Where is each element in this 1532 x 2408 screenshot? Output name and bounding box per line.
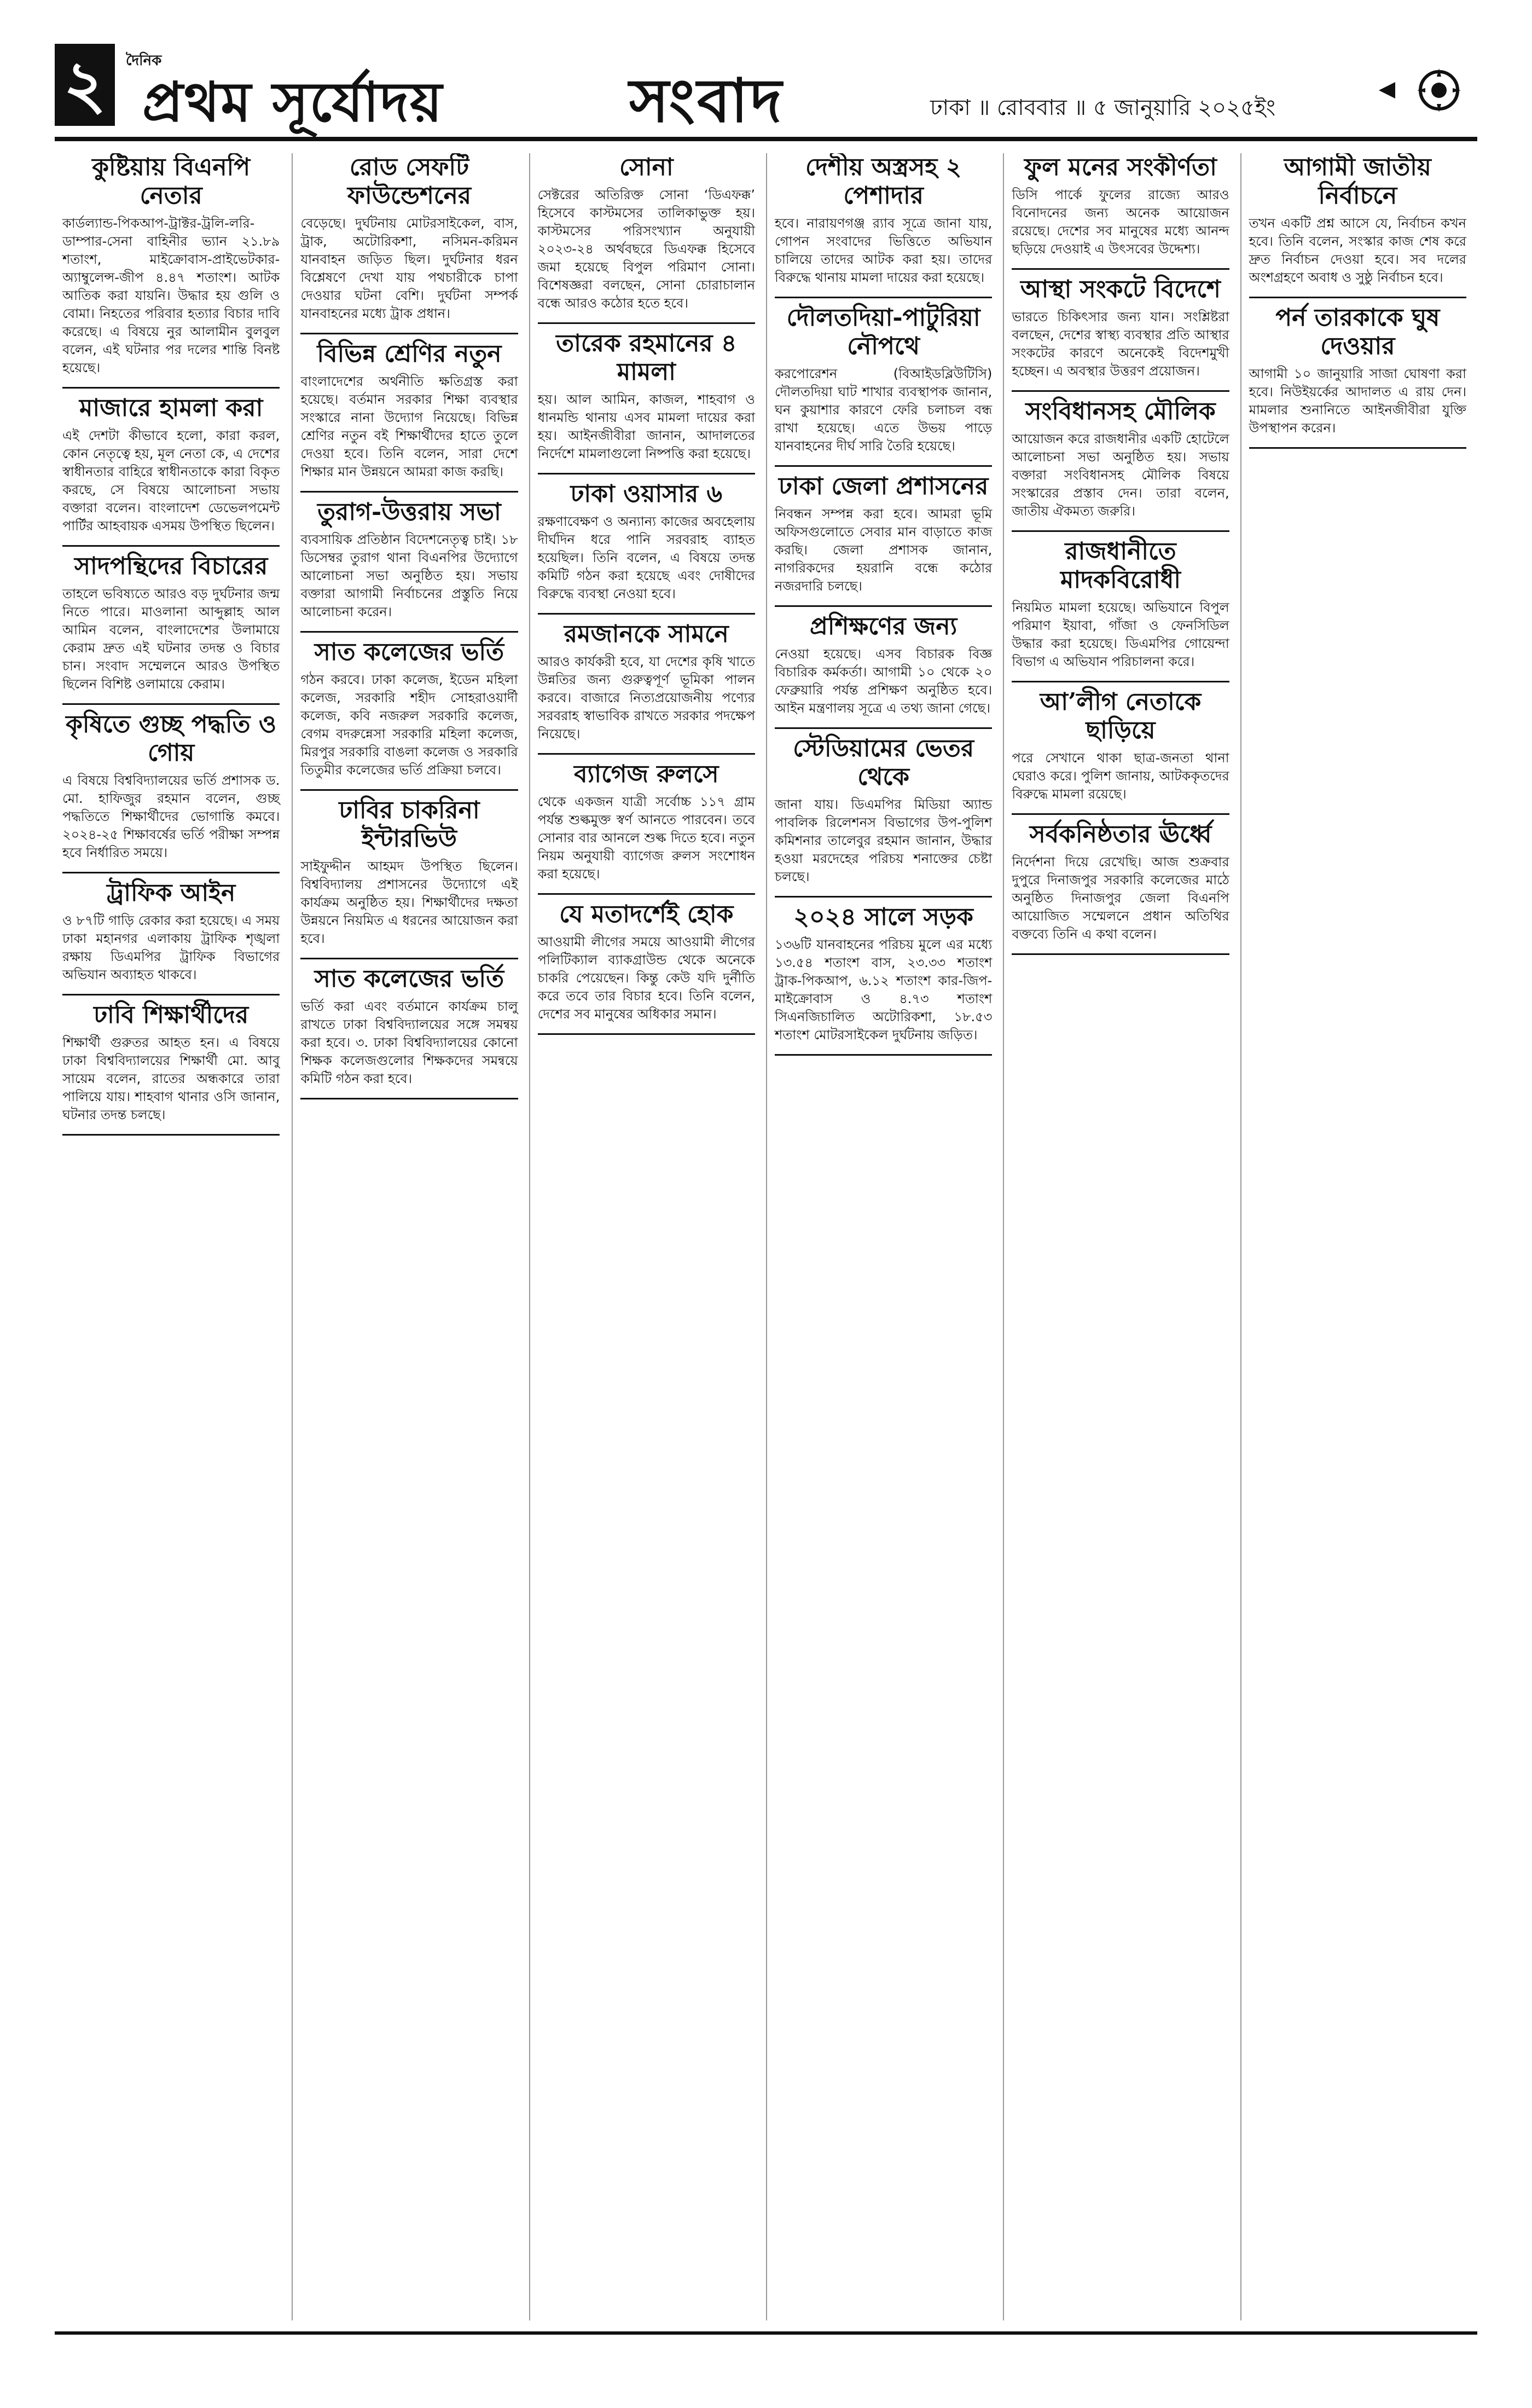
article-body: রক্ষণাবেক্ষণ ও অন্যান্য কাজের অবহেলায় দীর্ঘদিন ধরে পানি সরবরাহ ব্যাহত হয়েছিল। তিনি বলেন, এ বিষয়ে তদন্ত কমিটি গঠন করা হয়েছে এবং দোষীদের বিরুদ্ধে ব্যবস্থা নেওয়া হবে। <box>537 514 755 601</box>
divider <box>62 545 280 547</box>
article <box>775 472 992 595</box>
article <box>62 153 280 377</box>
newspaper-page <box>55 44 1477 2364</box>
article-body: তাহলে ভবিষ্যতে আরও বড় দুর্ঘটনার জন্ম নিতে পারে। মাওলানা আব্দুল্লাহ আল আমিন বলেন, বাংলাদেশের উলামায়ে কেরাম দ্রুত এই ঘটনার তদন্ত ও বিচার চান। সংবাদ সম্মেলনে আরও উপস্থিত ছিলেন বিশিষ্ট ওলামায়ে কেরাম। <box>62 586 280 692</box>
article <box>538 900 755 1023</box>
article <box>62 394 280 535</box>
article-body: আয়োজন করে রাজধানীর একটি হোটেলে আলোচনা সভা অনুষ্ঠিত হয়। সভায় বক্তারা সংবিধানসহ মৌলিক বিষয়ে সংস্কারের প্রস্তাব দেন। তারা বলেন, জাতীয় ঐকমত্য জরুরি। <box>1012 431 1229 519</box>
divider <box>300 1098 518 1099</box>
article-headline: সর্বকনিষ্ঠতার ঊর্ধ্বে <box>1029 820 1212 848</box>
divider <box>538 613 755 615</box>
article <box>775 734 992 886</box>
article <box>300 340 518 481</box>
article <box>1012 153 1229 258</box>
divider <box>1012 268 1229 270</box>
article-headline: ঢাবির চাকরিনা ইন্টারভিউ <box>339 796 480 853</box>
article <box>1012 820 1229 943</box>
article-body: বাংলাদেশের অর্থনীতি ক্ষতিগ্রস্ত করা হয়েছে। বর্তমান সরকার শিক্ষা ব্যবস্থার সংস্কারে নানা উদ্যোগ নিয়েছে। বিভিন্ন শ্রেণির নতুন বই শিক্ষার্থীদের হাতে তুলে দেওয়া হবে। তিনি বলেন, সারা দেশে শিক্ষার মান উন্নয়নে আমরা কাজ করছি। <box>300 374 518 479</box>
article-headline: রোড সেফটি ফাউন্ডেশনের <box>347 153 472 210</box>
article-headline: সংবিধানসহ মৌলিক <box>1025 397 1216 425</box>
article <box>775 903 992 1044</box>
article-headline: সাত কলেজের ভর্তি <box>314 965 504 993</box>
dateline: ঢাকা ॥ রোববার ॥ ৫ জানুয়ারি ২০২৫ইং <box>930 95 1276 120</box>
article-body: কার্ডল্যান্ড-পিকআপ-ট্রাক্টর-ট্রলি-লরি-ডাম্পার-সেনা বাহিনীর ভ্যান ২১.৮৯ শতাংশ, মাইক্রোবাস-প্রাইভেটকার-অ্যাম্বুলেন্স-জীপ ৪.৪৭ শতাংশ। আটক আতিক করা যায়নি। উদ্ধার হয় গুলি ও বোমা। নিহতের পরিবার হত্যার বিচার দাবি করেছে। এ বিষয়ে নুর আলামীন বুলবুল বলেন, এই ঘটনার পর দলের শান্তি বিনষ্ট হয়েছে। <box>62 216 280 375</box>
article-headline: যে মতাদর্শেই হোক <box>559 900 734 928</box>
article-body: করপোরেশন (বিআইডব্লিউটিসি) দৌলতদিয়া ঘাট শাখার ব্যবস্থাপক জানান, ঘন কুয়াশার কারণে ফেরি চলাচল বন্ধ রাখা হয়েছে। এতে উভয় পাড়ে যানবাহনের দীর্ঘ সারি তৈরি হয়েছে। <box>775 366 993 454</box>
article-headline: কৃষিতে গুচ্ছ পদ্ধতি ও গোয় <box>66 710 277 767</box>
article-body: হয়। আল আমিন, কাজল, শাহবাগ ও ধানমন্ডি থানায় এসব মামলা দায়ের করা হয়। আইনজীবীরা জানান, আদালতের নির্দেশে মামলাগুলো নিষ্পত্তি করা হয়েছে। <box>537 392 755 461</box>
article <box>538 620 755 743</box>
article-headline: সোনা <box>619 153 674 181</box>
divider <box>62 872 280 873</box>
article-body: থেকে একজন যাত্রী সর্বোচ্চ ১১৭ গ্রাম পর্যন্ত শুল্কমুক্ত স্বর্ণ আনতে পারবেন। তবে সোনার বার আনলে শুল্ক দিতে হবে। নতুন নিয়ম অনুযায়ী ব্যাগেজ রুলস সংশোধন করা হয়েছে। <box>537 794 755 882</box>
article-body: তখন একটি প্রশ্ন আসে যে, নির্বাচন কখন হবে। তিনি বলেন, সংস্কার কাজ শেষ করে দ্রুত নির্বাচন দেওয়া হবে। সব দলের অংশগ্রহণে অবাধ ও সুষ্ঠু নির্বাচন হবে। <box>1249 216 1466 285</box>
divider <box>538 893 755 895</box>
article <box>300 153 518 323</box>
divider <box>775 465 992 467</box>
article-headline: রাজধানীতে মাদকবিরোধী <box>1060 537 1181 594</box>
article-body: নির্দেশনা দিয়ে রেখেছি। আজ শুক্রবার দুপুরে দিনাজপুর সরকারি কলেজের মাঠে অনুষ্ঠিত দিনাজপুর জেলা বিএনপি আয়োজিত সম্মেলনে প্রধান অতিথির বক্তব্যে তিনি এ কথা বলেন। <box>1012 854 1229 942</box>
article <box>62 552 280 693</box>
article-body: আরও কার্যকরী হবে, যা দেশের কৃষি খাতে উন্নতির জন্য গুরুত্বপূর্ণ ভূমিকা পালন করবে। বাজারে নিত্যপ্রয়োজনীয় পণ্যের সরবরাহ স্বাভাবিক রাখতে সরকার পদক্ষেপ নিয়েছে। <box>537 654 755 742</box>
article <box>300 498 518 621</box>
article <box>1012 688 1229 803</box>
article-body: আওয়ামী লীগের সময়ে আওয়ামী লীগের পলিটিক্যাল ব্যাকগ্রাউন্ড থেকে অনেকে চাকরি পেয়েছেন। কিন্তু কেউ যদি দুর্নীতি করে তবে তার বিচার হবে। তিনি বলেন, দেশের সব মানুষের অধিকার সমান। <box>537 934 755 1022</box>
article-headline: ফুল মনের সংকীর্ণতা <box>1024 153 1217 181</box>
article-headline: সাত কলেজের ভর্তি <box>314 638 504 666</box>
divider <box>538 1033 755 1035</box>
divider <box>538 753 755 755</box>
article-headline: স্টেডিয়ামের ভেতর থেকে <box>793 734 974 791</box>
section-title: সংবাদ <box>629 65 784 136</box>
article-headline: ব্যাগেজ রুলসে <box>574 760 719 788</box>
article <box>538 480 755 603</box>
divider <box>1012 953 1229 955</box>
article-headline: দেশীয় অস্ত্রসহ ২ পেশাদার <box>805 153 962 210</box>
article <box>62 710 280 862</box>
article-body: ও ৮৭টি গাড়ি রেকার করা হয়েছে। এ সময় ঢাকা মহানগর এলাকায় ট্রাফিক শৃঙ্খলা রক্ষায় ডিএমপির ট্রাফিক বিভাগের অভিযান অব্যাহত থাকবে। <box>62 913 280 982</box>
divider <box>300 491 518 493</box>
article <box>1012 275 1229 380</box>
divider <box>775 297 992 298</box>
article-headline: প্রশিক্ষণের জন্য <box>810 612 958 640</box>
divider <box>62 994 280 995</box>
article-body: নিবন্ধন সম্পন্ন করা হবে। আমরা ভূমি অফিসগুলোতে সেবার মান বাড়াতে কাজ করছি। জেলা প্রশাসক জানান, নাগরিকদের হয়রানি বন্ধে কঠোর নজরদারি চলছে। <box>775 506 993 594</box>
logo-daily: দৈনিক <box>126 53 162 69</box>
divider <box>775 605 992 607</box>
article <box>1012 397 1229 520</box>
article <box>300 638 518 779</box>
article <box>538 329 755 463</box>
article-body: নেওয়া হয়েছে। এসব বিচারক বিজ্ঞ বিচারিক কর্মকর্তা। আগামী ১০ থেকে ২০ ফেব্রুয়ারি পর্যন্ত প্রশিক্ষণ অনুষ্ঠিত হবে। আইন মন্ত্রণালয় সূত্রে এ তথ্য জানা গেছে। <box>775 646 993 716</box>
divider <box>62 703 280 705</box>
column-4 <box>766 153 1000 2320</box>
divider <box>775 1054 992 1056</box>
article-headline: ঢাকা জেলা প্রশাসনের <box>778 472 989 500</box>
article-body: পরে সেখানে থাকা ছাত্র-জনতা থানা ঘেরাও করে। পুলিশ জানায়, আটককৃতদের বিরুদ্ধে মামলা রয়েছে। <box>1012 750 1229 802</box>
article-body: জানা যায়। ডিএমপির মিডিয়া অ্যান্ড পাবলিক রিলেশনস বিভাগের উপ-পুলিশ কমিশনার তালেবুর রহমান জানান, উদ্ধার হওয়া মরদেহের পরিচয় শনাক্তের চেষ্টা চলছে। <box>775 797 993 884</box>
article-body: এ বিষয়ে বিশ্ববিদ্যালয়ের ভর্তি প্রশাসক ড. মো. হাফিজুর রহমান বলেন, গুচ্ছ পদ্ধতিতে শিক্ষার্থীদের ভোগান্তি কমবে। ২০২৪-২৫ শিক্ষাবর্ষের ভর্তি পরীক্ষা সম্পন্ন হবে নির্ধারিত সময়ে। <box>62 773 280 860</box>
article-headline: বিভিন্ন শ্রেণির নতুন <box>317 340 502 368</box>
divider <box>1249 297 1466 298</box>
divider <box>1012 390 1229 392</box>
article <box>775 612 992 717</box>
divider <box>300 333 518 334</box>
article-headline: ঢাকা ওয়াসার ৬ <box>570 480 723 508</box>
article-headline: ঢাবি শিক্ষার্থীদের <box>94 1001 249 1029</box>
article-body: নিয়মিত মামলা হয়েছে। অভিযানে বিপুল পরিমাণ ইয়াবা, গাঁজা ও ফেনসিডিল উদ্ধার করা হয়েছে। ডিএমপির গোয়েন্দা বিভাগ এ অভিযান পরিচালনা করে। <box>1012 600 1229 669</box>
article <box>775 304 992 455</box>
article-body: গঠন করবে। ঢাকা কলেজ, ইডেন মহিলা কলেজ, সরকারি শহীদ সোহরাওয়ার্দী কলেজ, কবি নজরুল সরকারি কলেজ, বেগম বদরুন্নেসা সরকারি মহিলা কলেজ, মিরপুর সরকারি বাঙলা কলেজ ও সরকারি তিতুমীর কলেজের ভর্তি প্রক্রিয়া চলবে। <box>300 672 518 778</box>
logo-name: প্রথম সূর্যোদয় <box>142 70 444 134</box>
article <box>62 879 280 984</box>
article <box>300 796 518 948</box>
page-number: ২ <box>55 44 115 126</box>
column-2 <box>292 153 525 2320</box>
article <box>1249 153 1466 287</box>
article-body: হবে। নারায়ণগঞ্জ র‌্যাব সূত্রে জানা যায়, গোপন সংবাদের ভিত্তিতে অভিযান চালিয়ে তাদের আটক করা হয়। তাদের বিরুদ্ধে থানায় মামলা দায়ের করা হয়েছে। <box>775 216 993 285</box>
article-headline: আগামী জাতীয় নির্বাচনে <box>1284 153 1431 210</box>
article-headline: পর্ন তারকাকে ঘুষ দেওয়ার <box>1275 304 1440 360</box>
article-body: বেড়েছে। দুর্ঘটনায় মোটরসাইকেল, বাস, ট্রাক, অটোরিকশা, নসিমন-করিমন যানবাহন জড়িত ছিল। দুর্ঘটনার ধরন বিশ্লেষণে দেখা যায় পথচারীকে চাপা দেওয়ার ঘটনা বেশি। দুর্ঘটনা সম্পর্ক যানবাহনের মধ্যে ট্রাক প্রধান। <box>300 216 518 321</box>
article-body: আগামী ১০ জানুয়ারি সাজা ঘোষণা করা হবে। নিউইয়র্কের আদালত এ রায় দেন। মামলার শুনানিতে আইনজীবীরা যুক্তি উপস্থাপন করেন। <box>1249 366 1466 436</box>
article-headline: মাজারে হামলা করা <box>79 394 263 422</box>
article-headline: রমজানকে সামনে <box>564 620 729 648</box>
column-1 <box>55 153 287 2320</box>
divider <box>300 631 518 633</box>
column-6 <box>1240 153 1474 2320</box>
divider <box>62 1134 280 1136</box>
article-body: সাইফুদ্দীন আহমদ উপস্থিত ছিলেন। বিশ্ববিদ্যালয় প্রশাসনের উদ্যোগে এই কার্যক্রম অনুষ্ঠিত হয়। শিক্ষার্থীদের দক্ষতা উন্নয়নে নিয়মিত এ ধরনের আয়োজন করা হবে। <box>300 859 518 946</box>
newspaper-logo <box>126 49 454 134</box>
footer-rule <box>55 2331 1477 2335</box>
column-3 <box>529 153 763 2320</box>
article <box>538 153 755 312</box>
divider <box>1012 530 1229 532</box>
article-body: এই দেশটা কীভাবে হলো, কারা করল, কোন নেতৃত্বে হয়, মূল নেতা কে, এ দেশের স্বাধীনতার বাহিরে স্বাধীনতাকে কারা বিকৃত করছে, সে বিষয়ে আলোচনা সভায় বক্তারা বলেন। বাংলাদেশ ডেভেলপমেন্ট পার্টির আহবায়ক এসময় উপস্থিত ছিলেন। <box>62 428 280 534</box>
divider <box>1012 813 1229 815</box>
article <box>775 153 992 287</box>
column-5 <box>1003 153 1237 2320</box>
divider <box>775 896 992 898</box>
article-headline: সাদপন্থিদের বিচারের <box>74 552 268 580</box>
article <box>300 965 518 1088</box>
masthead <box>55 44 1477 141</box>
article-body: শিক্ষার্থী গুরুতর আহত হন। এ বিষয়ে ঢাকা বিশ্ববিদ্যালয়ের শিক্ষার্থী মো. আবু সায়েম বলেন, রাতের অন্ধকারে তারা পালিয়ে যায়। শাহবাগ থানার ওসি জানান, ঘটনার তদন্ত চলছে। <box>62 1035 280 1122</box>
divider <box>538 322 755 324</box>
article-headline: কুষ্টিয়ায় বিএনপি নেতার <box>92 153 251 210</box>
article-body: ডিসি পার্কে ফুলের রাজ্যে আরও বিনোদনের জন্য অনেক আয়োজন রয়েছে। দেশের সব মানুষের মধ্যে আনন্দ ছড়িয়ে দেওয়াই এ উৎসবের উদ্দেশ্য। <box>1012 187 1229 257</box>
article <box>62 1001 280 1124</box>
article <box>538 760 755 883</box>
ornament-icon <box>1373 66 1477 115</box>
article-headline: আ’লীগ নেতাকে ছাড়িয়ে <box>1040 688 1202 744</box>
article-headline: তারেক রহমানের ৪ মামলা <box>556 329 737 386</box>
divider <box>538 473 755 474</box>
divider <box>1012 681 1229 682</box>
divider <box>62 387 280 389</box>
article <box>1249 304 1466 437</box>
divider <box>1249 447 1466 449</box>
article-body: ব্যবসায়িক প্রতিষ্ঠান বিদেশনেতৃত্ব চাই। ১৮ ডিসেম্বর তুরাগ থানা বিএনপির উদ্যোগে আলোচনা সভা অনুষ্ঠিত হয়। সভায় বক্তারা আগামী নির্বাচনের প্রস্তুতি নিয়ে আলোচনা করেন। <box>300 532 518 620</box>
article-body: ভারতে চিকিৎসার জন্য যান। সংশ্লিষ্টরা বলছেন, দেশের স্বাস্থ্য ব্যবস্থার প্রতি আস্থার সংকটের কারণে অনেকেই বিদেশমুখী হচ্ছেন। এ অবস্থার উত্তরণ প্রয়োজন। <box>1012 309 1229 379</box>
article-body: ১৩৬টি যানবাহনের পরিচয় মুলে এর মধ্যে ১৩.৫৪ শতাংশ বাস, ২৩.৩৩ শতাংশ ট্রাক-পিকআপ, ৬.১২ শতাংশ কার-জিপ-মাইক্রোবাস ও ৪.৭৩ শতাংশ সিএনজিচালিত অটোরিকশা, ১৮.৫৩ শতাংশ মোটরসাইকেল দুর্ঘটনায় জড়িত। <box>775 937 993 1043</box>
divider <box>300 958 518 959</box>
article-headline: ট্রাফিক আইন <box>107 879 236 907</box>
article-body: ভর্তি করা এবং বর্তমানে কার্যক্রম চালু রাখতে ঢাকা বিশ্ববিদ্যালয়ের সঙ্গে সমন্বয় করা হবে। ৩. ঢাকা বিশ্ববিদ্যালয়ের কোনো শিক্ষক কলেজগুলোর শিক্ষকদের সমন্বয়ে কমিটি গঠন করা হবে। <box>300 999 518 1086</box>
article-headline: দৌলতদিয়া-পাটুরিয়া নৌপথে <box>786 304 980 360</box>
divider <box>300 789 518 791</box>
article-headline: তুরাগ-উত্তরায় সভা <box>317 498 501 526</box>
article-body: সেক্টরের অতিরিক্ত সোনা ‘ডিএফক্ক’ হিসেবে কাস্টমসের তালিকাভুক্ত হয়। কাস্টমসের পরিসংখ্যান অনুযায়ী ২০২৩-২৪ অর্থবছরে ডিএফক্ক হিসেবে জমা হয়েছে বিপুল পরিমাণ সোনা। বিশেষজ্ঞরা বলছেন, সোনা চোরাচালান বন্ধে আরও কঠোর হতে হবে। <box>537 187 755 311</box>
article-headline: ২০২৪ সালে সড়ক <box>793 903 973 931</box>
divider <box>775 727 992 729</box>
article-headline: আস্থা সংকটে বিদেশে <box>1020 275 1221 303</box>
article <box>1012 537 1229 671</box>
